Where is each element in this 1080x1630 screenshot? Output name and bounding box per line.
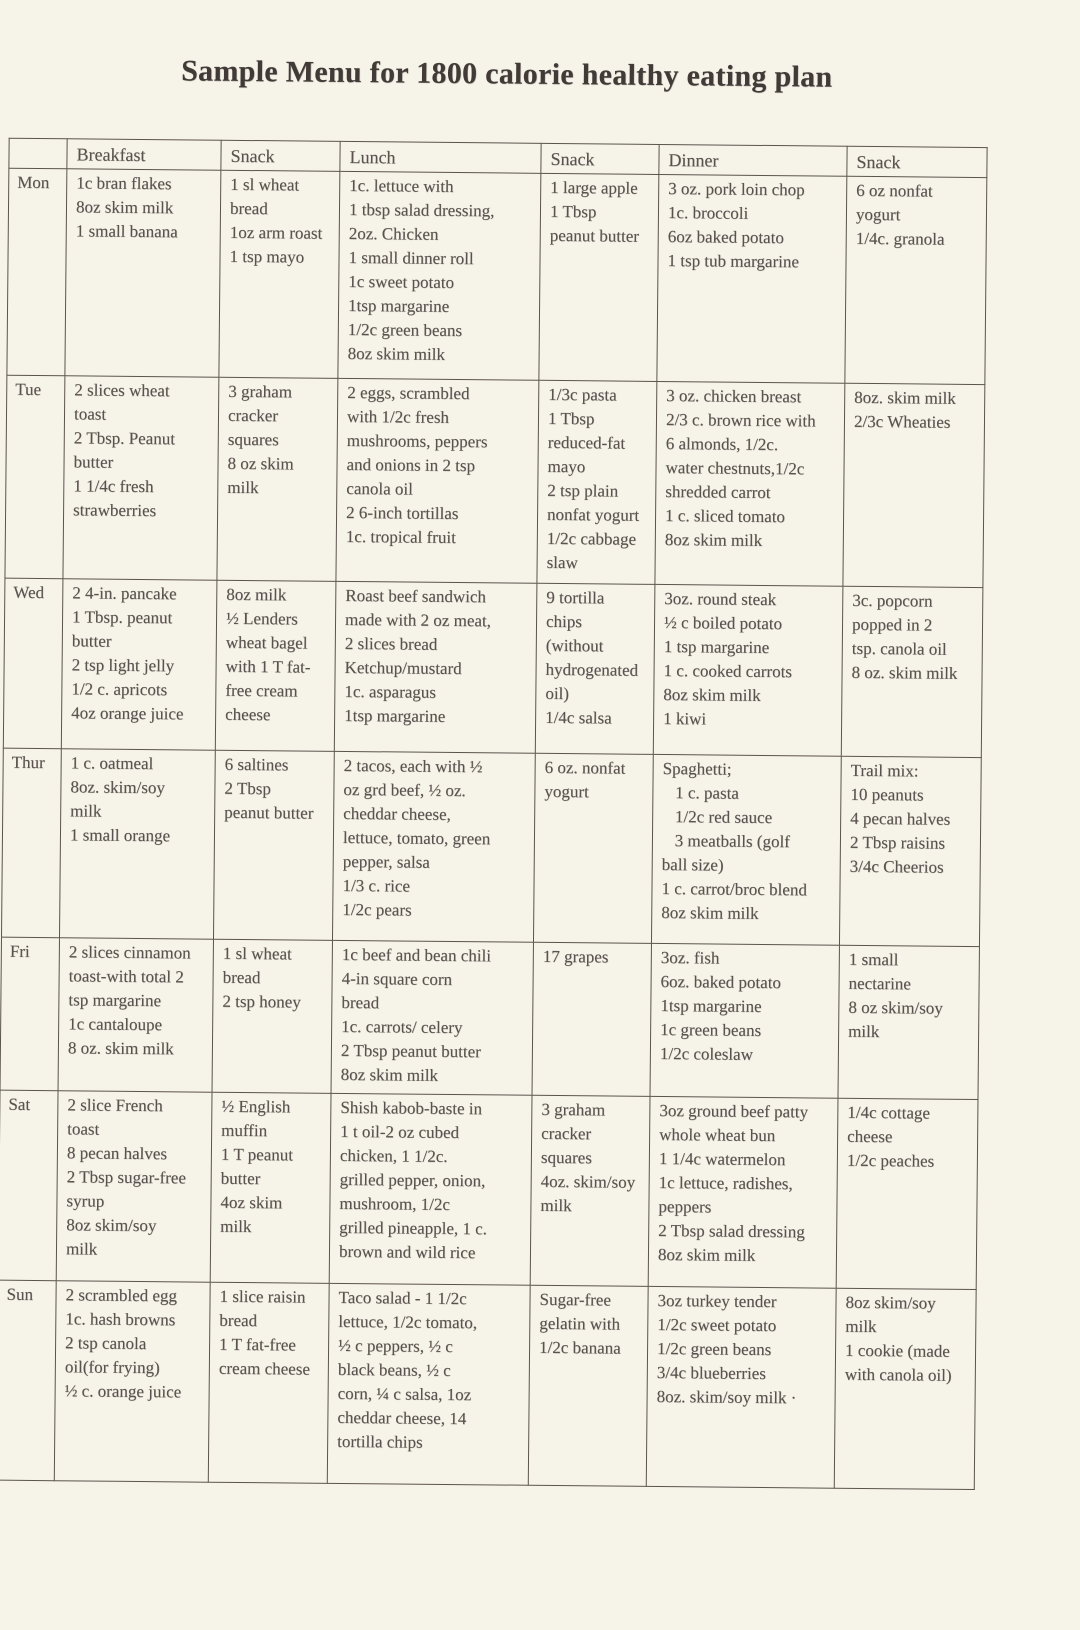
table-row-sunday xyxy=(0,1280,976,1489)
menu-cell-dinner: Spaghetti; 1 c. pasta 1/2c red sauce 3 meatballs (golf ball size) 1 c. carrot/broc blend 8oz skim milk xyxy=(651,754,841,945)
menu-cell-snack1: ½ English muffin 1 T peanut butter 4oz skim milk xyxy=(210,1092,331,1283)
column-header-snack1: Snack xyxy=(221,140,340,171)
menu-cell-snack3: Trail mix: 10 peanuts 4 pecan halves 2 Tbsp raisins 3/4c Cheerios xyxy=(839,756,981,946)
day-label: Tue xyxy=(5,375,65,579)
menu-cell-breakfast: 2 slices cinnamon toast-with total 2 tsp margarine 1c cantaloupe 8 oz. skim milk xyxy=(58,938,213,1092)
day-label: Fri xyxy=(0,937,59,1091)
table-row-wednesday xyxy=(3,578,983,757)
menu-cell-snack2: 1 large apple 1 Tbsp peanut butter xyxy=(539,173,659,381)
table-row-saturday xyxy=(0,1090,978,1289)
menu-cell-lunch: 1c. lettuce with 1 tbsp salad dressing, 2oz. Chicken 1 small dinner roll 1c sweet potato 1tsp margarine 1/2c green beans 8oz skim milk xyxy=(338,171,541,380)
menu-cell-snack3: 1 small nectarine 8 oz skim/soy milk xyxy=(838,945,979,1099)
menu-cell-snack1: 1 sl wheat bread 2 tsp honey xyxy=(212,939,332,1093)
day-label: Sat xyxy=(0,1090,58,1281)
weekly-menu-table xyxy=(0,138,988,1490)
menu-cell-dinner: 3oz ground beef patty whole wheat bun 1 1/4c watermelon 1c lettuce, radishes, peppers 2 Tbsp salad dressing 8oz skim milk xyxy=(648,1096,838,1288)
menu-cell-snack3: 8oz skim/soy milk 1 cookie (made with canola oil) xyxy=(834,1288,976,1489)
menu-cell-lunch: 1c beef and bean chili 4-in square corn bread 1c. carrots/ celery 2 Tbsp peanut butter 8oz skim milk xyxy=(331,940,533,1095)
column-header-breakfast: Breakfast xyxy=(67,139,221,170)
menu-cell-lunch: 2 tacos, each with ½ oz grd beef, ½ oz. cheddar cheese, lettuce, tomato, green pepper, salsa 1/3 c. rice 1/2c pears xyxy=(332,751,535,942)
menu-cell-lunch: Shish kabob-baste in 1 t oil-2 oz cubed chicken, 1 1/2c. grilled pepper, onion, mushroom, 1/2c grilled pineapple, 1 c. brown and wild rice xyxy=(329,1093,532,1285)
menu-cell-snack1: 3 graham cracker squares 8 oz skim milk xyxy=(217,377,338,581)
table-row-monday xyxy=(7,168,987,384)
menu-cell-dinner: 3oz turkey tender 1/2c sweet potato 1/2c green beans 3/4c blueberries 8oz. skim/soy milk · xyxy=(646,1286,836,1488)
page-title: Sample Menu for 1800 calorie healthy eating plan xyxy=(180,54,833,94)
table-row-thursday xyxy=(2,748,982,946)
menu-cell-snack3: 1/4c cottage cheese 1/2c peaches xyxy=(836,1098,978,1289)
menu-cell-snack2: 9 tortilla chips (without hydrogenated oil) 1/4c salsa xyxy=(535,583,655,754)
menu-cell-dinner: 3 oz. pork loin chop 1c. broccoli 6oz baked potato 1 tsp tub margarine xyxy=(657,174,847,383)
column-header-snack2: Snack xyxy=(541,143,659,174)
menu-cell-snack2: 6 oz. nonfat yogurt xyxy=(533,753,653,943)
menu-cell-snack2: Sugar-free gelatin with 1/2c banana xyxy=(528,1285,648,1486)
day-label: Wed xyxy=(3,578,63,749)
menu-cell-snack3: 6 oz nonfat yogurt 1/4c. granola xyxy=(845,176,987,384)
menu-cell-breakfast: 2 slices wheat toast 2 Tbsp. Peanut butter 1 1/4c fresh strawberries xyxy=(63,376,219,580)
menu-cell-snack1: 8oz milk ½ Lenders wheat bagel with 1 T fat- free cream cheese xyxy=(215,580,336,751)
day-label: Thur xyxy=(2,748,62,938)
menu-cell-breakfast: 2 slice French toast 8 pecan halves 2 Tbsp sugar-free syrup 8oz skim/soy milk xyxy=(56,1091,212,1282)
table-row-tuesday xyxy=(5,375,985,587)
column-header-dinner: Dinner xyxy=(659,144,847,176)
menu-cell-breakfast: 1c bran flakes 8oz skim milk 1 small banana xyxy=(65,169,221,377)
table-row-friday xyxy=(0,937,979,1099)
menu-cell-snack2: 17 grapes xyxy=(532,942,651,1096)
menu-cell-breakfast: 1 c. oatmeal 8oz. skim/soy milk 1 small orange xyxy=(59,749,215,939)
menu-cell-breakfast: 2 scrambled egg 1c. hash browns 2 tsp canola oil(for frying) ½ c. orange juice xyxy=(54,1281,210,1482)
menu-cell-snack3: 8oz. skim milk 2/3c Wheaties xyxy=(843,383,985,587)
menu-cell-snack3: 3c. popcorn popped in 2 tsp. canola oil 8 oz. skim milk xyxy=(841,586,983,757)
menu-cell-snack2: 1/3c pasta 1 Tbsp reduced-fat mayo 2 tsp plain nonfat yogurt 1/2c cabbage slaw xyxy=(537,380,657,584)
menu-cell-snack1: 1 sl wheat bread 1oz arm roast 1 tsp mayo xyxy=(219,170,340,378)
day-label: Mon xyxy=(7,168,67,376)
menu-cell-breakfast: 2 4-in. pancake 1 Tbsp. peanut butter 2 tsp light jelly 1/2 c. apricots 4oz orange juice xyxy=(61,579,217,750)
menu-cell-lunch: 2 eggs, scrambled with 1/2c fresh mushrooms, peppers and onions in 2 tsp canola oil 2 6-inch tortillas 1c. tropical fruit xyxy=(336,378,539,583)
column-header-snack3: Snack xyxy=(847,146,987,177)
day-label: Sun xyxy=(0,1280,56,1481)
menu-cell-dinner: 3oz. round steak ½ c boiled potato 1 tsp margarine 1 c. cooked carrots 8oz skim milk 1 kiwi xyxy=(653,584,843,756)
menu-cell-snack1: 6 saltines 2 Tbsp peanut butter xyxy=(213,750,334,940)
menu-cell-lunch: Taco salad - 1 1/2c lettuce, 1/2c tomato, ½ c peppers, ½ c black beans, ½ c corn, ¼ c salsa, 1oz cheddar cheese, 14 tortilla chips xyxy=(327,1283,530,1485)
column-header-corner xyxy=(9,138,67,169)
menu-cell-snack2: 3 graham cracker squares 4oz. skim/soy milk xyxy=(530,1095,650,1286)
menu-cell-dinner: 3 oz. chicken breast 2/3 c. brown rice with 6 almonds, 1/2c. water chestnuts,1/2c shredded carrot 1 c. sliced tomato 8oz skim milk xyxy=(655,381,845,586)
menu-cell-snack1: 1 slice raisin bread 1 T fat-free cream cheese xyxy=(208,1282,329,1483)
column-header-lunch: Lunch xyxy=(340,141,541,173)
menu-cell-lunch: Roast beef sandwich made with 2 oz meat, 2 slices bread Ketchup/mustard 1c. asparagus 1tsp margarine xyxy=(334,581,537,753)
menu-cell-dinner: 3oz. fish 6oz. baked potato 1tsp margarine 1c green beans 1/2c coleslaw xyxy=(650,943,839,1098)
